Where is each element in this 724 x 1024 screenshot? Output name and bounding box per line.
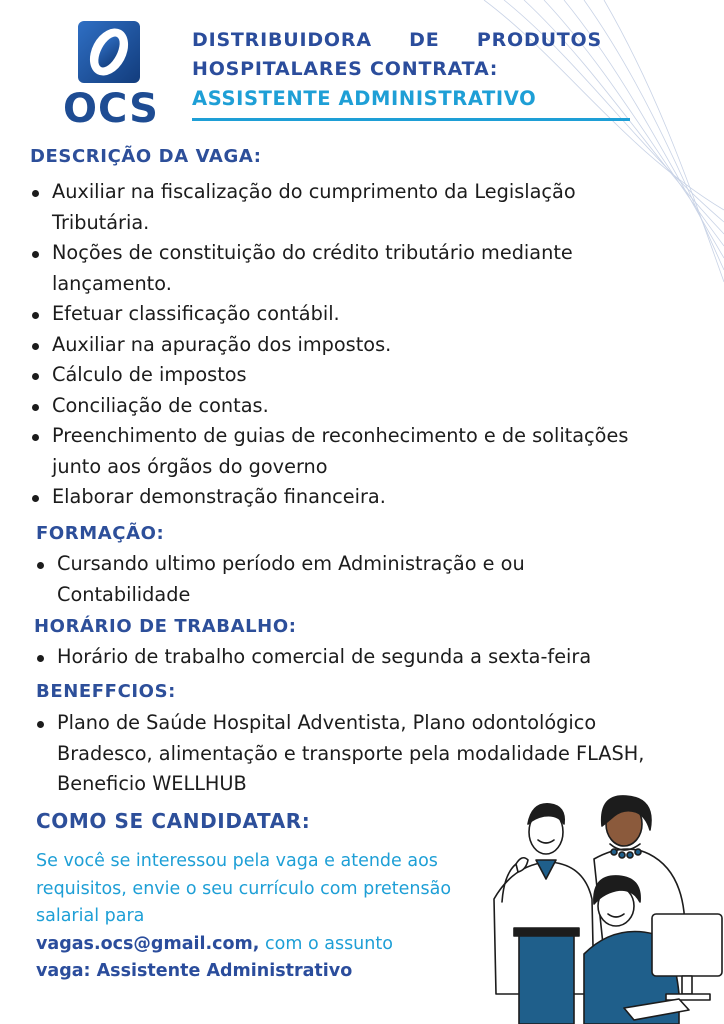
email-subject: vaga: Assistente Administrativo	[36, 961, 353, 981]
list-item: Cursando ultimo período em Administração e ou Contabilidade	[35, 549, 635, 610]
team-illustration	[474, 794, 724, 1024]
section-title-candidatar: COMO SE CANDIDATAR:	[36, 809, 311, 833]
header-underline	[192, 118, 630, 121]
ocs-logo	[50, 18, 172, 126]
section-title-formacao: FORMAÇÃO:	[36, 523, 165, 544]
list-formacao	[35, 549, 635, 610]
list-item: Noções de constituição do crédito tributário mediante lançamento.	[30, 238, 670, 299]
list-item: Preenchimento de guias de reconhecimento e de solitações junto aos órgãos do governo	[30, 421, 670, 482]
list-beneficios	[35, 708, 675, 800]
list-item: Auxiliar na apuração dos impostos.	[30, 330, 670, 361]
list-descricao	[30, 177, 670, 513]
ocs-logo-mark	[50, 18, 172, 126]
list-item: Elaborar demonstração financeira.	[30, 482, 670, 513]
section-title-beneficios: BENEFFCIOS:	[36, 681, 176, 702]
list-item: Auxiliar na fiscalização do cumprimento da Legislação Tributária.	[30, 177, 670, 238]
header-line-2: HOSPITALARES CONTRATA:	[192, 58, 499, 80]
logo-text: OCS	[63, 86, 159, 126]
header-line-1: DISTRIBUIDORA DE PRODUTOS	[192, 29, 602, 51]
header	[192, 26, 602, 114]
contact-email: vagas.ocs@gmail.com,	[36, 933, 260, 954]
section-title-horario: HORÁRIO DE TRABALHO:	[34, 616, 297, 637]
job-title: ASSISTENTE ADMINISTRATIVO	[192, 87, 537, 110]
list-horario	[35, 642, 715, 673]
subject-prefix: com o assunto	[265, 933, 393, 954]
apply-text: Se você se interessou pela vaga e atende aos requisitos, envie o seu currículo com pretensão salarial para	[36, 851, 452, 926]
list-item: Horário de trabalho comercial de segunda a sexta-feira	[35, 642, 715, 673]
list-item: Plano de Saúde Hospital Adventista, Plano odontológico Bradesco, alimentação e transporte pela modalidade FLASH, Beneficio WELLHUB	[35, 708, 675, 800]
apply-instructions	[36, 848, 456, 986]
list-item: Conciliação de contas.	[30, 391, 670, 422]
section-title-descricao: DESCRIÇÃO DA VAGA:	[30, 146, 262, 167]
list-item: Cálculo de impostos	[30, 360, 670, 391]
list-item: Efetuar classificação contábil.	[30, 299, 670, 330]
